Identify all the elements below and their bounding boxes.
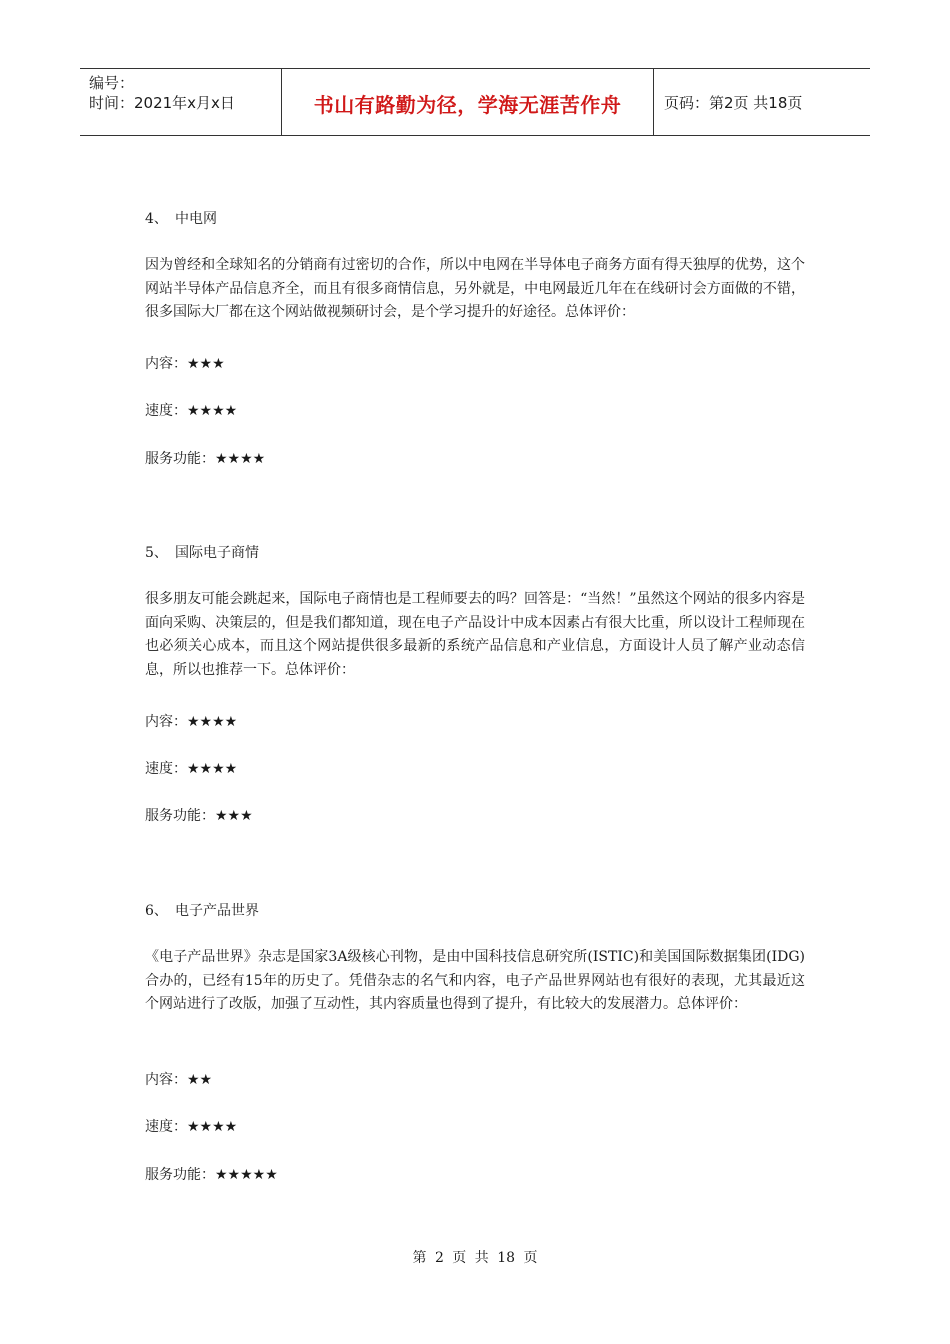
section-number: 5、 [145, 545, 168, 561]
section-paragraph: 很多朋友可能会跳起来，国际电子商情也是工程师要去的吗？回答是：“当然！”虽然这个网站的很多内容是面向采购、决策层的，但是我们都知道，现在电子产品设计中成本因素占有很大比重，所以设计工程师现在也必须关心成本，而且这个网站提供很多最新的系统产品信息和产业信息，方面设计人员了解产业动态信息，所以也推荐一下。总体评价： [145, 591, 805, 678]
rating-content [145, 1069, 212, 1089]
section-title [145, 208, 217, 228]
rating-service [145, 1164, 278, 1184]
star-rating: ★★★★ [187, 403, 238, 419]
section-title [145, 900, 259, 920]
rating-label: 服务功能： [145, 451, 215, 467]
rating-label: 内容： [145, 356, 187, 372]
header-motto-cell [281, 69, 654, 135]
rating-content [145, 353, 225, 373]
rating-label: 服务功能： [145, 808, 215, 824]
star-rating: ★★★★ [187, 1119, 238, 1135]
header-page-cell [654, 69, 870, 135]
star-rating: ★★★ [215, 808, 253, 824]
section-number: 4、 [145, 211, 168, 227]
rating-label: 内容： [145, 714, 187, 730]
star-rating: ★★★ [187, 356, 225, 372]
star-rating: ★★★★ [187, 761, 238, 777]
rating-label: 内容： [145, 1072, 187, 1088]
page-footer [0, 1247, 950, 1267]
section-paragraph: 《电子产品世界》杂志是国家3A级核心刊物，是由中国科技信息研究所(ISTIC)和美国国际数据集团(IDG)合办的，已经有15年的历史了。凭借杂志的名气和内容，电子产品世界网站也有很好的表现，尤其最近这个网站进行了改版，加强了互动性，其内容质量也得到了提升，有比较大的发展潜力。总体评价： [145, 949, 805, 1012]
star-rating: ★★ [187, 1072, 213, 1088]
rating-speed [145, 758, 237, 778]
section-name: 中电网 [175, 211, 217, 227]
rating-service [145, 805, 253, 825]
code-label: 编号： [89, 74, 135, 92]
rating-content [145, 711, 237, 731]
rating-label: 速度： [145, 1119, 187, 1135]
star-rating: ★★★★★ [215, 1167, 278, 1183]
header-meta [80, 69, 281, 135]
document-header [80, 68, 870, 136]
time-label: 时间：2021年x月x日 [89, 94, 235, 112]
section-title [145, 542, 259, 562]
section-name: 电子产品世界 [175, 903, 259, 919]
footer-page-number: 第 2 页 共 18 页 [412, 1250, 538, 1266]
star-rating: ★★★★ [215, 451, 266, 467]
rating-speed [145, 400, 237, 420]
star-rating: ★★★★ [187, 714, 238, 730]
rating-label: 服务功能： [145, 1167, 215, 1183]
rating-label: 速度： [145, 403, 187, 419]
section-name: 国际电子商情 [175, 545, 259, 561]
section-paragraph: 因为曾经和全球知名的分销商有过密切的合作，所以中电网在半导体电子商务方面有得天独厚的优势，这个网站半导体产品信息齐全，而且有很多商情信息，另外就是，中电网最近几年在在线研讨会方面做的不错，很多国际大厂都在这个网站做视频研讨会，是个学习提升的好途径。总体评价： [145, 257, 805, 320]
rating-service [145, 448, 265, 468]
motto: 书山有路勤为径，学海无涯苦作舟 [313, 92, 622, 117]
rating-speed [145, 1116, 237, 1136]
rating-label: 速度： [145, 761, 187, 777]
section-number: 6、 [145, 903, 168, 919]
header-page-label: 页码：第2页 共18页 [664, 93, 803, 112]
